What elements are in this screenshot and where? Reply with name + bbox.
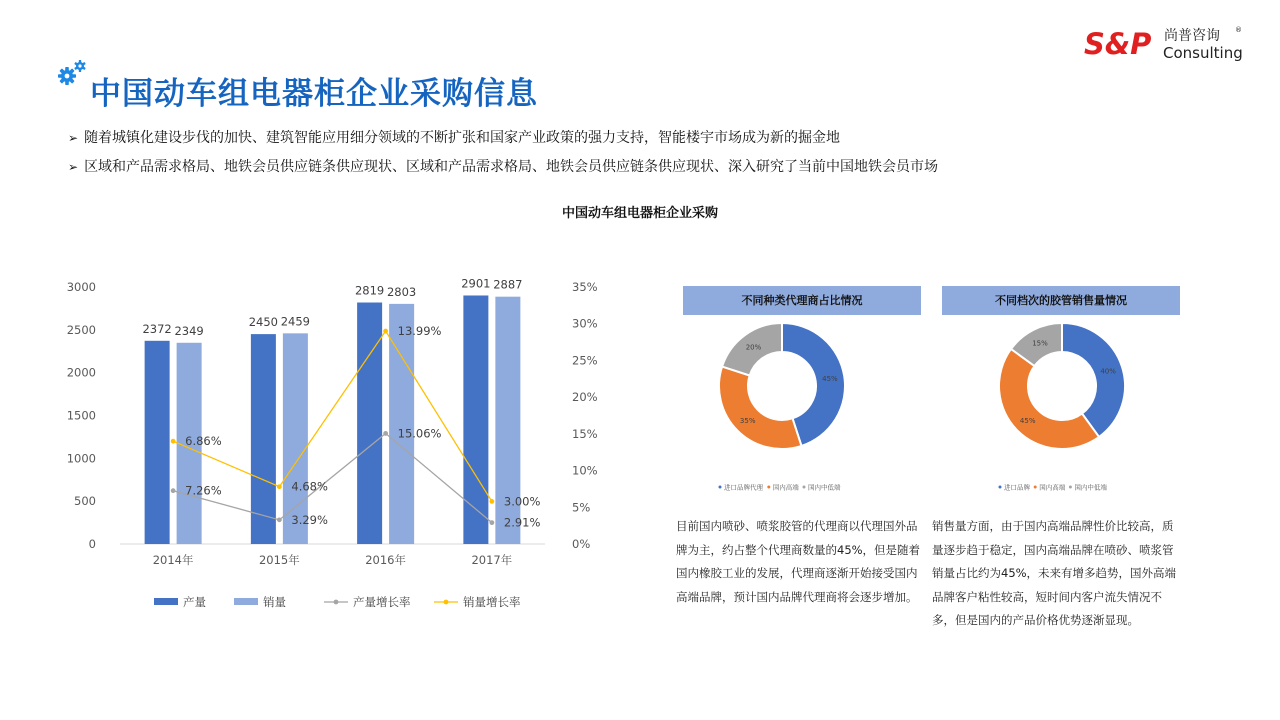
- logo-en: Consulting: [1163, 44, 1243, 62]
- legend-swatch-marker: [444, 600, 449, 605]
- line-point: [383, 329, 388, 334]
- y2-tick-label: 30%: [572, 316, 598, 331]
- line-data-label: 13.99%: [397, 324, 442, 339]
- y-tick-label: 1000: [66, 451, 96, 466]
- line-data-label: 6.86%: [185, 434, 222, 449]
- bar-data-label: 2349: [174, 323, 204, 338]
- donut-title: 不同种类代理商占比情况: [683, 286, 921, 315]
- line-data-label: 3.29%: [291, 512, 328, 527]
- legend-swatch-marker: [334, 600, 339, 605]
- legend-label: 产量增长率: [353, 595, 411, 609]
- legend-label: 进口品牌: [1004, 483, 1030, 492]
- donut-chart-agents: [700, 314, 920, 504]
- donut-slice-label: 40%: [1100, 367, 1116, 376]
- y2-tick-label: 25%: [572, 353, 598, 368]
- bar-data-label: 2901: [461, 276, 491, 291]
- bar-data-label: 2459: [280, 314, 311, 329]
- donut-slice-label: 20%: [745, 343, 762, 352]
- logo-cn: 尚普咨询: [1164, 28, 1220, 44]
- y-tick-label: 0: [88, 537, 96, 551]
- donut-slice-label: 35%: [739, 416, 756, 425]
- y2-tick-label: 0%: [572, 537, 591, 551]
- legend-label: 进口品牌代理: [724, 483, 763, 492]
- bar-销量: [389, 304, 414, 544]
- line-data-label: 3.00%: [503, 494, 541, 509]
- donut-slice: [999, 349, 1099, 449]
- line-point: [171, 439, 176, 444]
- legend-label: 销量增长率: [463, 595, 521, 609]
- y2-tick-label: 5%: [572, 500, 591, 515]
- donut-slice: [719, 367, 801, 449]
- bullet-arrow-icon: ➢: [68, 160, 79, 174]
- x-tick-label: 2016年: [365, 553, 407, 567]
- legend-label: 国内高端: [772, 483, 799, 492]
- legend-label: 国内中低端: [808, 483, 841, 492]
- y-tick-label: 2500: [66, 322, 96, 337]
- bar-data-label: 2819: [354, 283, 385, 298]
- bullet-arrow-icon: ➢: [68, 131, 79, 145]
- logo-registered-mark: ®: [1235, 26, 1242, 34]
- combo-chart: [50, 270, 620, 620]
- bar-产量: [357, 303, 382, 544]
- y-tick-label: 3000: [66, 280, 96, 294]
- legend-label: 销量: [263, 595, 286, 609]
- description-paragraph: 目前国内喷砂、喷浆胶管的代理商以代理国外品牌为主，约占整个代理商数量的45%，但是随着国内橡胶工业的发展，代理商逐渐开始接受国内高端品牌，预计国内品牌代理商将会逐步增加。: [676, 519, 921, 604]
- bullet-item: [68, 127, 840, 147]
- bullet-item: [68, 156, 938, 176]
- y2-tick-label: 20%: [572, 390, 598, 405]
- x-tick-label: 2015年: [258, 553, 300, 567]
- bar-产量: [463, 295, 488, 544]
- x-tick-label: 2014年: [152, 553, 194, 567]
- donut-chart-sales: [980, 314, 1200, 504]
- y-tick-label: 1500: [66, 408, 96, 423]
- y2-tick-label: 15%: [572, 426, 598, 441]
- line-point: [383, 431, 388, 436]
- legend-label: 产量: [183, 595, 206, 609]
- legend-swatch: [1034, 486, 1037, 489]
- gear-icon: [56, 58, 88, 88]
- legend-label: 国内高端: [1039, 483, 1066, 492]
- y2-tick-label: 10%: [572, 463, 598, 478]
- bullet-text: 区域和产品需求格局、地铁会员供应链条供应现状、区域和产品需求格局、地铁会员供应链条供应现状、深入研究了当前中国地铁会员市场: [84, 159, 939, 175]
- line-point: [171, 488, 176, 493]
- y-tick-label: 500: [74, 494, 96, 509]
- bar-产量: [145, 341, 170, 544]
- line-point: [489, 499, 494, 504]
- bullet-text: 随着城镇化建设步伐的加快、建筑智能应用细分领域的不断扩张和国家产业政策的强力支持，智能楼宇市场成为新的掘金地: [84, 130, 841, 146]
- page-title: 中国动车组电器柜企业采购信息: [90, 76, 538, 112]
- line-data-label: 4.68%: [291, 479, 328, 494]
- line-point: [489, 520, 494, 525]
- bar-data-label: 2887: [493, 277, 523, 292]
- line-point: [277, 484, 282, 489]
- bar-data-label: 2372: [142, 321, 172, 336]
- line-data-label: 15.06%: [397, 426, 442, 441]
- donut-slice-label: 45%: [1019, 416, 1036, 425]
- company-logo: [1084, 24, 1244, 62]
- x-tick-label: 2017年: [471, 553, 513, 567]
- section-title: 中国动车组电器柜企业采购: [561, 206, 718, 221]
- description-paragraph: 销售量方面，由于国内高端品牌性价比较高，质量逐步趋于稳定，国内高端品牌在喷砂、喷浆管销量占比约为45%，未来有增多趋势，国外高端品牌客户粘性较高，短时间内客户流失情况不多，但是国内的产品价格优势逐渐显现。: [932, 519, 1177, 627]
- line-point: [277, 517, 282, 522]
- logo-brand: S&P: [1084, 27, 1152, 61]
- legend-swatch: [999, 486, 1002, 489]
- legend-swatch: [767, 486, 770, 489]
- line-data-label: 7.26%: [185, 483, 222, 498]
- y-tick-label: 2000: [66, 365, 96, 380]
- legend-swatch: [719, 486, 722, 489]
- bar-data-label: 2803: [386, 284, 417, 299]
- legend-swatch: [234, 598, 258, 605]
- y2-tick-label: 35%: [572, 280, 598, 294]
- donut-title: 不同档次的胶管销售量情况: [942, 286, 1180, 315]
- legend-swatch: [803, 486, 806, 489]
- legend-label: 国内中低端: [1074, 483, 1107, 492]
- legend-swatch: [1069, 486, 1072, 489]
- legend-swatch: [154, 598, 178, 605]
- donut-slice-label: 45%: [822, 374, 838, 383]
- bar-data-label: 2450: [248, 315, 279, 330]
- donut-slice-label: 15%: [1032, 339, 1048, 348]
- line-data-label: 2.91%: [503, 515, 541, 530]
